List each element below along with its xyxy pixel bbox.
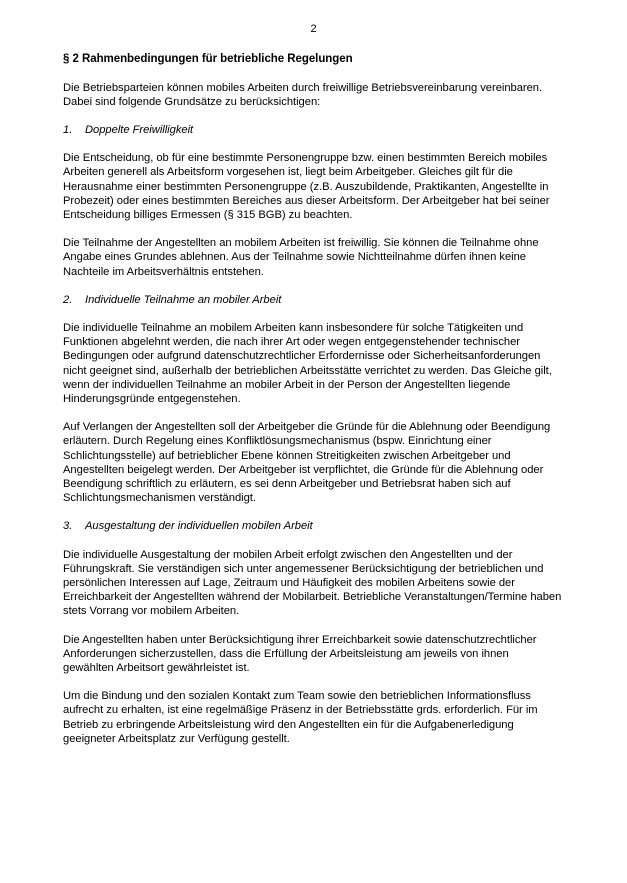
section-title-3: Ausgestaltung der individuellen mobilen Arbeit	[85, 520, 313, 533]
page-title: § 2 Rahmenbedingungen für betriebliche Regelungen	[63, 53, 353, 65]
section-2-paragraph-2: Auf Verlangen der Angestellten soll der Arbeitgeber die Gründe für die Ablehnung oder Beendigung erläutern. Durch Regelung eines Konfliktlösungsmechanismus (bspw. Einrichtung einer Schlichtungsstelle) auf betrieblicher Ebene können Streitigkeiten zwischen Arbeitgeber und Angestellten beigelegt werden. Der Arbeitgeber ist verpflichtet, die Gründe für die Ablehnung oder Beendigung schriftlich zu erläutern, es sei denn Arbeitgeber und Betriebsrat haben sich auf Schlichtungsmechanismen verständigt.	[63, 421, 551, 505]
section-number-2: 2.	[63, 293, 73, 306]
section-title-2: Individuelle Teilnahme an mobiler Arbeit	[85, 293, 282, 306]
section-2-paragraph-1: Die individuelle Teilnahme an mobilem Arbeiten kann insbesondere für solche Tätigkeiten und Funktionen abgelehnt werden, die nach ihrer Art oder wegen entgegenstehender technischer Bedingungen oder aufgrund datenschutzrechtlicher Erfordernisse oder Sicherheitsanforderungen nicht geeignet sind, außerhalb der betrieblichen Arbeitsstätte verrichtet zu werden. Das Gleiche gilt, wenn der individuellen Teilnahme an mobiler Arbeit in der Person der Angestellten liegende Hinderungsgründe entgegenstehen.	[63, 321, 552, 405]
section-number-3: 3.	[63, 520, 73, 533]
section-3-paragraph-2: Die Angestellten haben unter Berücksichtigung ihrer Erreichbarkeit sowie datenschutzrechtlicher Anforderungen sicherzustellen, dass die Erfüllung der Arbeitsleistung am jeweils von ihnen gewählten Arbeitsort gewährleistet ist.	[63, 633, 537, 674]
section-number-1: 1.	[63, 123, 73, 136]
document-content	[63, 52, 562, 760]
section-1-paragraph-2: Die Teilnahme der Angestellten an mobilem Arbeiten ist freiwillig. Sie können die Teilnahme ohne Angabe eines Grundes ablehnen. Aus der Teilnahme sowie Nichtteilnahme dürfen ihnen keine Nachteile im Arbeitsverhältnis entstehen.	[63, 237, 539, 278]
intro-paragraph: Die Betriebsparteien können mobiles Arbeiten durch freiwillige Betriebsvereinbarung vereinbaren. Dabei sind folgende Grundsätze zu berücksichtigen:	[63, 81, 543, 108]
section-3-paragraph-3: Um die Bindung und den sozialen Kontakt zum Team sowie den betrieblichen Informationsfluss aufrecht zu erhalten, ist eine regelmäßige Präsenz in der Betriebsstätte grds. erforderlich. Für im Betrieb zu erbringende Arbeitsleistung wird den Angestellten ein für die Aufgabenerledigung geeigneter Arbeitsplatz zur Verfügung gestellt.	[63, 690, 538, 745]
section-heading-3	[63, 519, 562, 533]
section-heading-1	[63, 123, 562, 137]
section-1-paragraph-1: Die Entscheidung, ob für eine bestimmte Personengruppe bzw. einen bestimmten Bereich mobiles Arbeiten generell als Arbeitsform vorgesehen ist, liegt beim Arbeitgeber. Gleiches gilt für die Herausnahme einer bestimmten Personengruppe (z.B. Auszubildende, Praktikanten, Angestellte in Probezeit) oder eines bestimmten Bereiches aus dieser Arbeitsform. Der Arbeitgeber hat bei seiner Entscheidung billiges Ermessen (§ 315 BGB) zu beachten.	[63, 152, 550, 221]
page-number: 2	[310, 23, 317, 35]
section-3-paragraph-1: Die individuelle Ausgestaltung der mobilen Arbeit erfolgt zwischen den Angestellten und der Führungskraft. Sie verständigen sich unter angemessener Berücksichtigung der betrieblichen und persönlichen Interessen auf Lage, Zeitraum und Häufigkeit des mobilen Arbeitens sowie der Erreichbarkeit der Angestellten während der Mobilarbeit. Betriebliche Veranstaltungen/Termine haben stets Vorrang vor mobilem Arbeiten.	[63, 548, 562, 618]
section-heading-2	[63, 293, 562, 307]
section-title-1: Doppelte Freiwilligkeit	[85, 123, 194, 136]
